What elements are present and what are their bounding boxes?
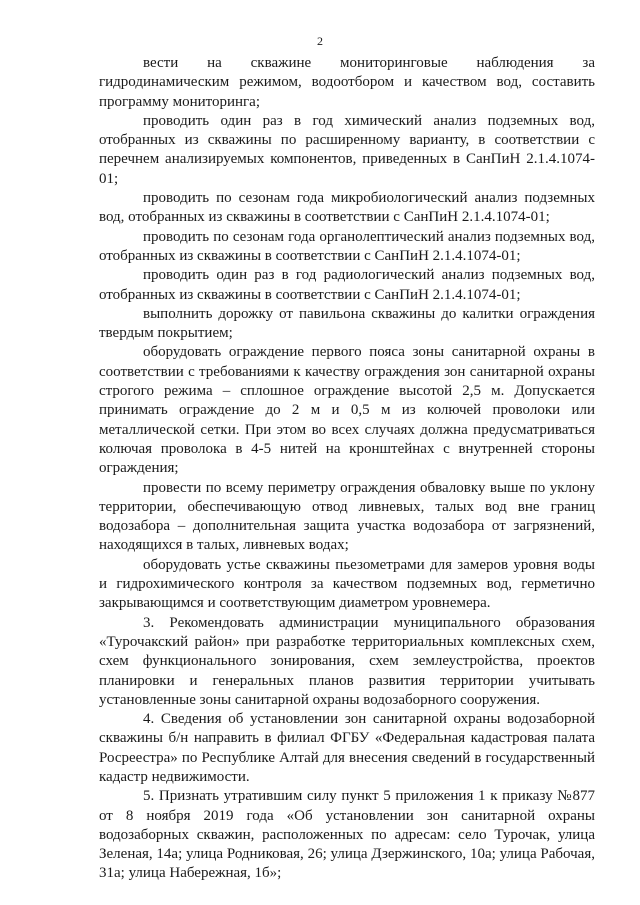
paragraph-embankment: провести по всему периметру ограждения обваловку выше по уклону территории, обеспечивающую отвод ливневых, талых вод вне границ водозабора – дополнительная защита участка водозабора от загрязнений, находящихся в талых, ливневых водах; (99, 479, 595, 554)
paragraph-chemical-analysis: проводить один раз в год химический анализ подземных вод, отобранных из скважины по расширенному варианту, в соответствии с перечнем анализируемых компонентов, приведенных в СанПиН 2.1.4.1074-01; (99, 112, 595, 187)
paragraph-pathway: выполнить дорожку от павильона скважины до калитки ограждения твердым покрытием; (99, 305, 595, 342)
paragraph-item-4: 4. Сведения об установлении зон санитарной охраны водозаборной скважины б/н направить в филиал ФГБУ «Федеральная кадастровая палата Росреестра» по Республике Алтай для внесения сведений в государственный кадастр недвижимости. (99, 711, 595, 785)
paragraph-fence: оборудовать ограждение первого пояса зоны санитарной охраны в соответствии с требованиями к качеству ограждения зон санитарной охраны строгого режима – сплошное ограждение высотой 2,5 м. Допускается принимать ограждение до 2 м и 0,5 м из колючей проволоки или металлической сетки. При этом во всех случаях должна предусматриваться колючая проволока в 4-5 нитей на кронштейнах с внутренней стороны ограждения; (99, 344, 595, 477)
paragraph-item-5: 5. Признать утратившим силу пункт 5 приложения 1 к приказу №877 от 8 ноября 2019 года «Об установлении зон санитарной охраны водозаборных скважин, расположенных по адресам: село Турочак, улица Зеленая, 14а; улица Родниковая, 26; улица Дзержинского, 10а; улица Рабочая, 31а; улица Набережная, 1б»; (99, 788, 595, 882)
paragraph-item-3: 3. Рекомендовать администрации муниципального образования «Турочакский район» при разработке территориальных комплексных схем, схем функционального зонирования, схем землеустройства, проектов планировки и генеральных планов развития территории учитывать установленные зоны санитарной охраны водозаборного сооружения. (99, 614, 595, 708)
paragraph-microbiological-analysis: проводить по сезонам года микробиологический анализ подземных вод, отобранных из скважины в соответствии с СанПиН 2.1.4.1074-01; (99, 190, 595, 226)
document-body (99, 54, 595, 884)
paragraph-radiological-analysis: проводить один раз в год радиологический анализ подземных вод, отобранных из скважины в соответствии с СанПиН 2.1.4.1074-01; (99, 267, 595, 303)
paragraph-organoleptic-analysis: проводить по сезонам года органолептический анализ подземных вод, отобранных из скважины в соответствии с СанПиН 2.1.4.1074-01; (99, 228, 595, 264)
paragraph-wellhead: оборудовать устье скважины пьезометрами для замеров уровня воды и гидрохимического контроля за качеством подземных вод, герметично закрывающимся и соответствующим диаметром уровнемера. (99, 556, 595, 612)
paragraph-monitoring: вести на скважине мониторинговые наблюдения за гидродинамическим режимом, водоотбором и качеством вод, составить программу мониторинга; (99, 55, 595, 110)
page-number: 2 (317, 34, 323, 48)
